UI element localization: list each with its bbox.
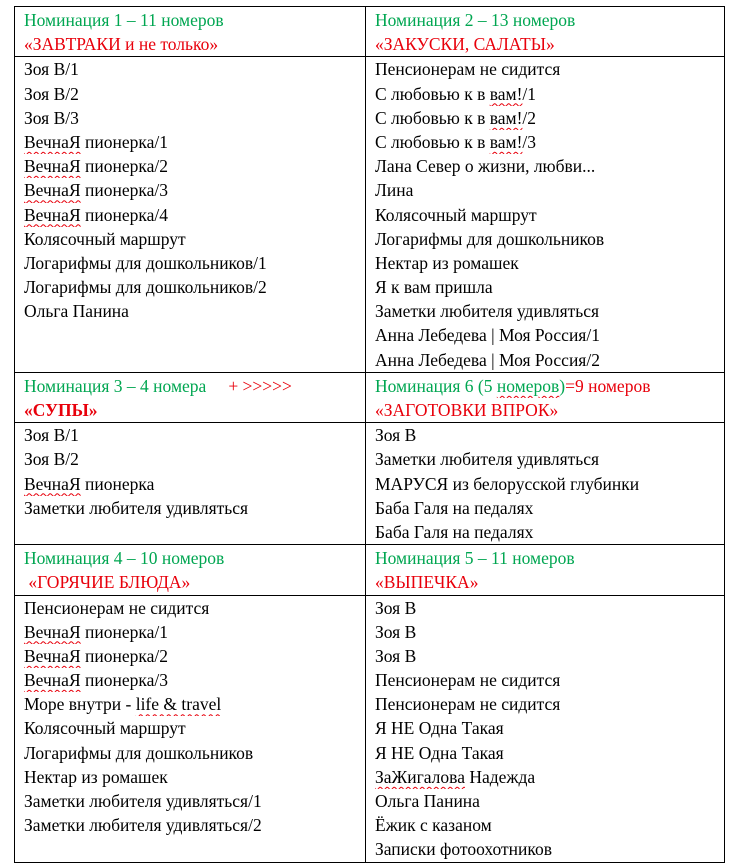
nomination-label: Номинация 5 – 11 номеров — [375, 548, 575, 569]
category-title: «ЗАВТРАКИ и не только» — [24, 34, 219, 55]
header-cell — [366, 7, 725, 57]
entry-item: Я НЕ Одна Такая — [375, 718, 504, 739]
entry-item: С любовью к в вам!/3 — [375, 131, 537, 152]
entry-item: Логарифмы для дошкольников — [24, 742, 254, 763]
entry-item: ВечнаЯ пионерка/3 — [24, 180, 168, 201]
entry-item: МАРУСЯ из белорусской глубинки — [375, 473, 640, 494]
entries-cell — [15, 57, 366, 372]
header-cell — [366, 545, 725, 595]
entry-item: Море внутри - life & travel — [24, 694, 222, 715]
entry-item: Зоя В/1 — [24, 425, 79, 446]
entries-cell — [15, 423, 366, 545]
entry-item: Зоя В/2 — [24, 83, 79, 104]
entry-item: Лана Север о жизни, любви... — [375, 156, 596, 177]
entry-item: Зоя В/2 — [24, 449, 79, 470]
entry-item: С любовью к в вам!/2 — [375, 107, 537, 128]
continuation-note: + >>>>> — [228, 375, 292, 396]
entry-item: Пенсионерам не сидится — [375, 59, 561, 80]
category-title: «ГОРЯЧИЕ БЛЮДА» — [24, 572, 191, 593]
entry-item: Анна Лебедева | Моя Россия/1 — [375, 325, 600, 346]
entry-item: Логарифмы для дошкольников — [375, 228, 605, 249]
category-title: «ЗАГОТОВКИ ВПРОК» — [375, 400, 559, 420]
entry-item: Я к вам пришла — [375, 277, 493, 298]
entry-item: Баба Галя на педалях — [375, 497, 534, 518]
header-cell — [15, 372, 366, 422]
entry-item: Лина — [375, 180, 414, 201]
nomination-label: Номинация 3 – 4 номера + >>>>> — [24, 374, 365, 398]
header-row — [15, 372, 725, 422]
entry-item: Зоя В — [375, 621, 417, 642]
entry-item: Пенсионерам не сидится — [375, 670, 561, 691]
entry-item: Нектар из ромашек — [24, 766, 168, 787]
nomination-label: Номинация 2 – 13 номеров — [375, 10, 576, 30]
entry-item: Ёжик с казаном — [375, 815, 492, 836]
entries-cell — [366, 423, 725, 545]
entry-item: ВечнаЯ пионерка/2 — [24, 645, 168, 666]
entry-item: ВечнаЯ пионерка/1 — [24, 131, 168, 152]
entry-item: Колясочный маршрут — [24, 718, 186, 739]
nominations-table — [14, 6, 725, 863]
header-row — [15, 545, 725, 595]
entry-item: ВечнаЯ пионерка/3 — [24, 670, 168, 691]
entries-cell — [366, 57, 725, 372]
entry-item: Ольга Панина — [375, 791, 480, 811]
nomination-label: Номинация 6 (5 номеров)=9 номеров — [375, 375, 651, 396]
category-title: «ЗАКУСКИ, САЛАТЫ» — [375, 34, 555, 55]
entry-item: Зоя В — [375, 425, 417, 446]
entry-item: Заметки любителя удивляться/1 — [24, 791, 262, 811]
entry-item: Я НЕ Одна Такая — [375, 742, 504, 763]
entry-item: Колясочный маршрут — [24, 228, 186, 249]
header-cell — [15, 545, 366, 595]
entries-cell — [366, 595, 725, 862]
entry-item: С любовью к в вам!/1 — [375, 83, 537, 104]
entry-item: ВечнаЯ пионерка/1 — [24, 621, 168, 642]
entry-item: Логарифмы для дошкольников/2 — [24, 277, 267, 298]
entry-item: Записки фотоохотников — [375, 839, 552, 860]
entry-item: Зоя В/3 — [24, 107, 79, 128]
entry-item: Зоя В — [375, 645, 417, 666]
category-title: «СУПЫ» — [24, 400, 98, 420]
entries-row — [15, 423, 725, 545]
entry-item: Зоя В — [375, 597, 417, 618]
entry-item: ЗаЖигалова Надежда — [375, 766, 536, 787]
entry-item: Баба Галя на педалях — [375, 521, 534, 542]
entry-item: ВечнаЯ пионерка/2 — [24, 156, 168, 177]
entry-item: Пенсионерам не сидится — [375, 694, 561, 715]
header-row — [15, 7, 725, 57]
entry-item: Заметки любителя удивляться — [375, 301, 600, 322]
entry-item: Зоя В/1 — [24, 59, 79, 80]
entry-item: Заметки любителя удивляться/2 — [24, 815, 262, 836]
category-title: «ВЫПЕЧКА» — [375, 572, 479, 593]
entry-item: Заметки любителя удивляться — [24, 497, 249, 518]
nomination-label: Номинация 1 – 11 номеров — [24, 10, 224, 30]
entry-item: ВечнаЯ пионерка/4 — [24, 204, 168, 225]
nomination-label: Номинация 4 – 10 номеров — [24, 548, 225, 569]
entry-item: Колясочный маршрут — [375, 204, 537, 225]
entry-item: Анна Лебедева | Моя Россия/2 — [375, 349, 600, 370]
entries-row — [15, 595, 725, 862]
entries-row — [15, 57, 725, 372]
entry-item: Логарифмы для дошкольников/1 — [24, 252, 267, 273]
entries-cell — [15, 595, 366, 862]
header-cell — [366, 372, 725, 422]
entry-item: Нектар из ромашек — [375, 252, 519, 273]
header-cell — [15, 7, 366, 57]
entry-item: Ольга Панина — [24, 301, 129, 322]
entry-item: ВечнаЯ пионерка — [24, 473, 155, 494]
entry-item: Пенсионерам не сидится — [24, 597, 210, 618]
entry-item: Заметки любителя удивляться — [375, 449, 600, 470]
